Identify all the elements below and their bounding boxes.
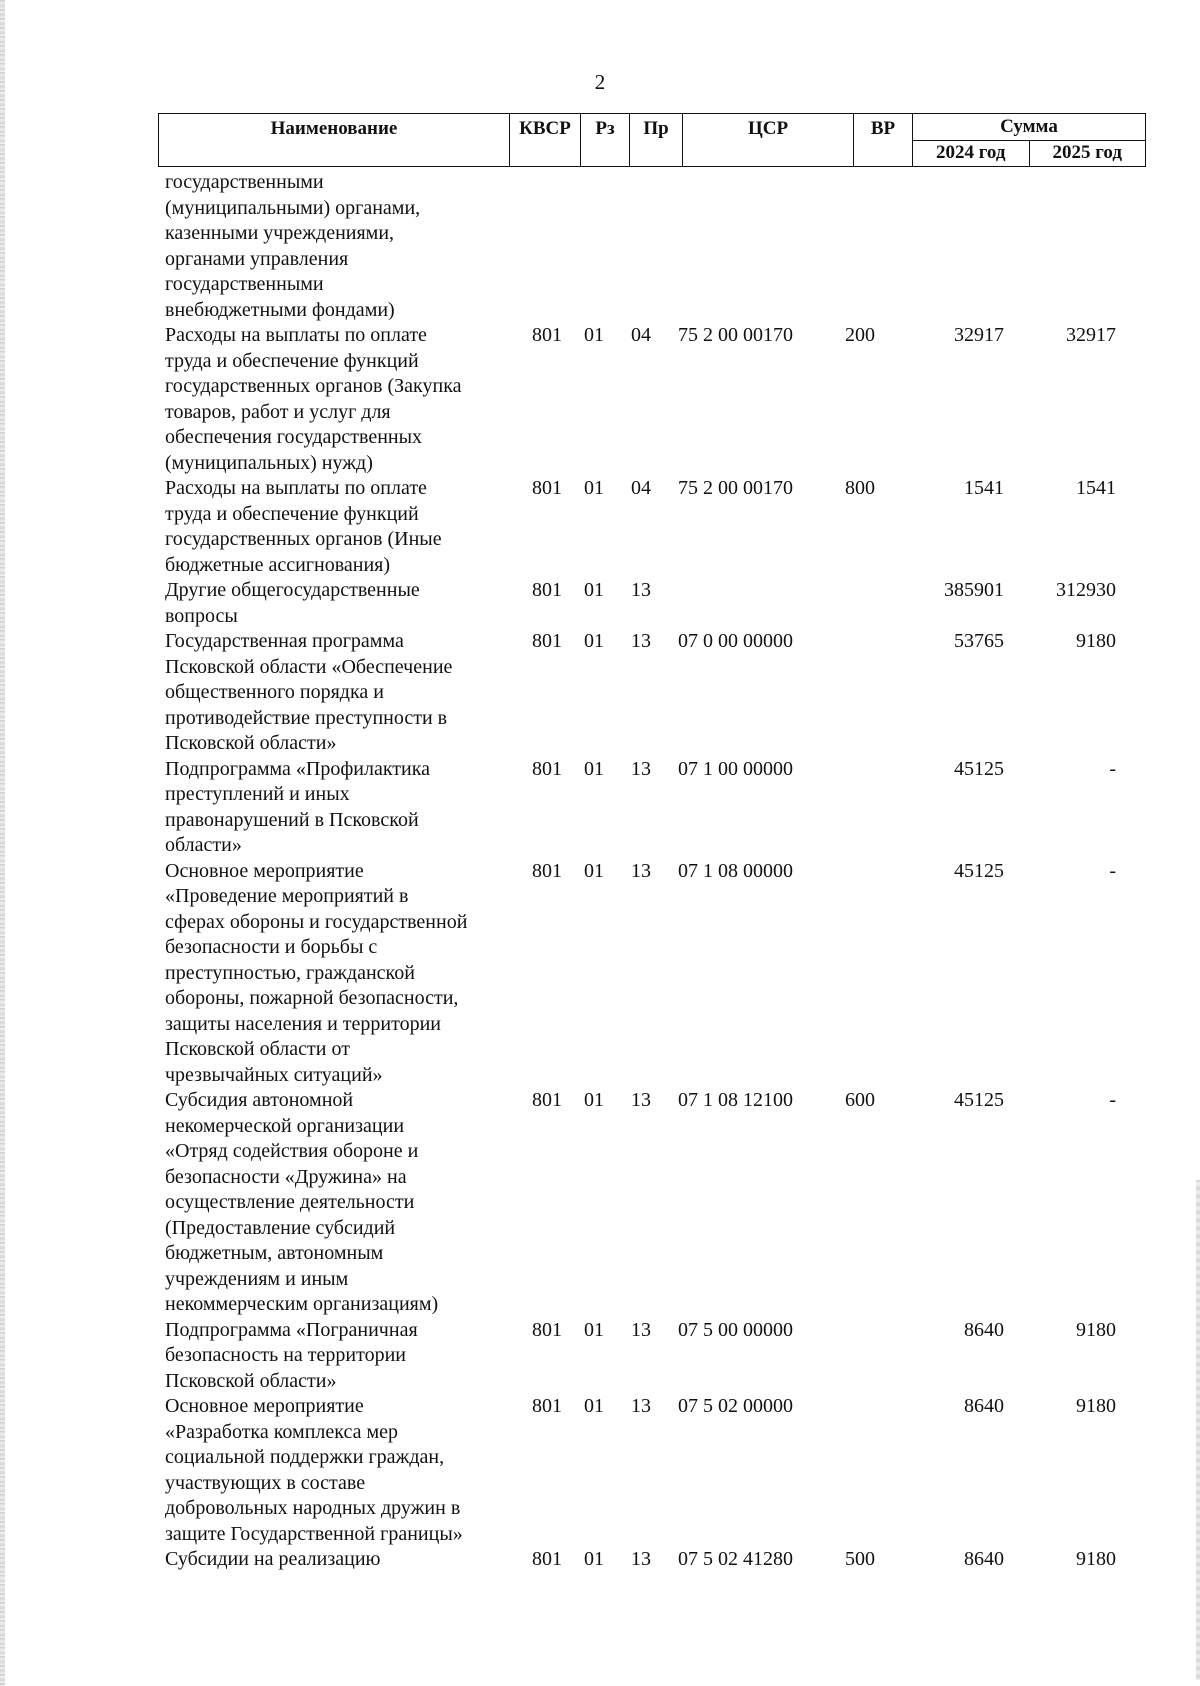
- page-number: 2: [594, 70, 606, 94]
- cell-rz: 01: [584, 630, 604, 652]
- cell-pr: 13: [631, 579, 651, 601]
- table-row: [0, 757, 1200, 859]
- header-vr: ВР: [854, 114, 913, 167]
- cell-sum-2024: 8640: [964, 1548, 1004, 1570]
- cell-sum-2025: 9180: [1076, 630, 1116, 652]
- header-pr: Пр: [630, 114, 683, 167]
- table-body: [0, 170, 1200, 1573]
- cell-kvsr: 801: [532, 630, 562, 652]
- cell-vr: 800: [845, 477, 875, 499]
- cell-sum-2024: 45125: [954, 1089, 1004, 1111]
- cell-sum-2025: 9180: [1076, 1395, 1116, 1417]
- cell-rz: 01: [584, 1318, 604, 1341]
- table-row: [0, 1318, 1200, 1395]
- cell-vr: 200: [845, 324, 875, 346]
- cell-csr: 07 5 02 41280: [678, 1548, 793, 1570]
- cell-kvsr: 801: [532, 1089, 562, 1111]
- cell-pr: 13: [631, 1089, 651, 1111]
- cell-rz: 01: [584, 477, 604, 499]
- table-row: [0, 1394, 1200, 1547]
- cell-sum-2025: 312930: [1056, 579, 1116, 601]
- cell-rz: 01: [584, 757, 604, 780]
- table-row: [0, 323, 1200, 476]
- cell-sum-2025: 9180: [1076, 1318, 1116, 1341]
- cell-csr: 07 5 02 00000: [678, 1395, 793, 1417]
- table-header: [158, 113, 1146, 167]
- table-row: [0, 578, 1200, 629]
- cell-pr: 04: [631, 477, 651, 499]
- header-rz: Рз: [581, 114, 630, 167]
- cell-name: Субсидии на реализацию: [165, 1548, 381, 1570]
- cell-rz: 01: [584, 324, 604, 346]
- cell-rz: 01: [584, 1395, 604, 1417]
- cell-sum-2025: -: [1109, 1089, 1116, 1111]
- cell-rz: 01: [584, 1548, 604, 1570]
- cell-csr: 07 1 00 00000: [678, 757, 793, 780]
- header-sum: Сумма: [913, 114, 1146, 141]
- cell-sum-2024: 53765: [954, 630, 1004, 652]
- cell-rz: 01: [584, 579, 604, 601]
- cell-sum-2025: -: [1109, 757, 1116, 780]
- table-row: [0, 1547, 1200, 1573]
- cell-sum-2025: -: [1109, 859, 1116, 882]
- cell-name: государственными (муниципальными) органами, казенными учреждениями, органами управления государственными внебюджетными фондами): [165, 171, 421, 321]
- header-year-2024: 2024 год: [913, 141, 1030, 167]
- table-row: [0, 859, 1200, 1089]
- header-year-2025: 2025 год: [1029, 141, 1146, 167]
- cell-pr: 13: [631, 757, 651, 780]
- cell-rz: 01: [584, 859, 604, 882]
- cell-name: Другие общегосударственные вопросы: [165, 579, 420, 627]
- cell-pr: 04: [631, 324, 651, 346]
- cell-csr: 07 1 08 00000: [678, 859, 793, 882]
- cell-sum-2025: 1541: [1076, 477, 1116, 499]
- table-row: [0, 170, 1200, 323]
- cell-csr: 07 5 00 00000: [678, 1318, 793, 1341]
- cell-sum-2024: 8640: [964, 1395, 1004, 1417]
- cell-sum-2024: 45125: [954, 859, 1004, 882]
- cell-kvsr: 801: [532, 1548, 562, 1570]
- cell-kvsr: 801: [532, 859, 562, 882]
- cell-kvsr: 801: [532, 579, 562, 601]
- cell-name: Подпрограмма «Профилактика преступлений и иных правонарушений в Псковской области»: [165, 757, 431, 856]
- cell-csr: 07 0 00 00000: [678, 630, 793, 652]
- cell-name: Подпрограмма «Пограничная безопасность на территории Псковской области»: [165, 1318, 418, 1392]
- cell-sum-2024: 32917: [954, 324, 1004, 346]
- table-row: [0, 629, 1200, 757]
- cell-kvsr: 801: [532, 477, 562, 499]
- cell-sum-2024: 45125: [954, 757, 1004, 780]
- cell-csr: 07 1 08 12100: [678, 1089, 793, 1111]
- cell-pr: 13: [631, 1318, 651, 1341]
- cell-sum-2024: 8640: [964, 1318, 1004, 1341]
- cell-sum-2024: 385901: [944, 579, 1004, 601]
- cell-name: Субсидия автономной некомерческой организации «Отряд содействия обороне и безопасности «Дружина» на осуществление деятельности (Предоставление субсидий бюджетным, автономным учреждениям и иным некоммерческим организациям): [165, 1089, 439, 1315]
- cell-name: Государственная программа Псковской области «Обеспечение общественного порядка и противодействие преступности в Псковской области»: [165, 630, 453, 754]
- cell-sum-2024: 1541: [964, 477, 1004, 499]
- header-kvsr: КВСР: [510, 114, 581, 167]
- cell-kvsr: 801: [532, 1318, 562, 1341]
- cell-csr: 75 2 00 00170: [678, 324, 793, 346]
- cell-kvsr: 801: [532, 757, 562, 780]
- cell-name: Расходы на выплаты по оплате труда и обеспечение функций государственных органов (Закупка товаров, работ и услуг для обеспечения государственных (муниципальных) нужд): [165, 324, 462, 474]
- cell-pr: 13: [631, 1395, 651, 1417]
- cell-sum-2025: 9180: [1076, 1548, 1116, 1570]
- cell-csr: 75 2 00 00170: [678, 477, 793, 499]
- cell-pr: 13: [631, 859, 651, 882]
- cell-name: Основное мероприятие «Разработка комплекса мер социальной поддержки граждан, участвующих в составе добровольных народных дружин в защите Государственной границы»: [165, 1395, 463, 1545]
- cell-rz: 01: [584, 1089, 604, 1111]
- header-csr: ЦСР: [683, 114, 854, 167]
- header-name: Наименование: [159, 114, 510, 167]
- cell-name: Расходы на выплаты по оплате труда и обеспечение функций государственных органов (Иные бюджетные ассигнования): [165, 477, 442, 576]
- table-row: [0, 1088, 1200, 1318]
- cell-pr: 13: [631, 1548, 651, 1570]
- cell-kvsr: 801: [532, 1395, 562, 1417]
- cell-pr: 13: [631, 630, 651, 652]
- table-row: [0, 476, 1200, 578]
- cell-sum-2025: 32917: [1066, 324, 1116, 346]
- cell-name: Основное мероприятие «Проведение мероприятий в сферах обороны и государственной безопасности и борьбы с преступностью, гражданской обороны, пожарной безопасности, защиты населения и территории Псковской области от чрезвычайных ситуаций»: [165, 859, 468, 1086]
- cell-vr: 500: [845, 1548, 875, 1570]
- cell-kvsr: 801: [532, 324, 562, 346]
- cell-vr: 600: [845, 1089, 875, 1111]
